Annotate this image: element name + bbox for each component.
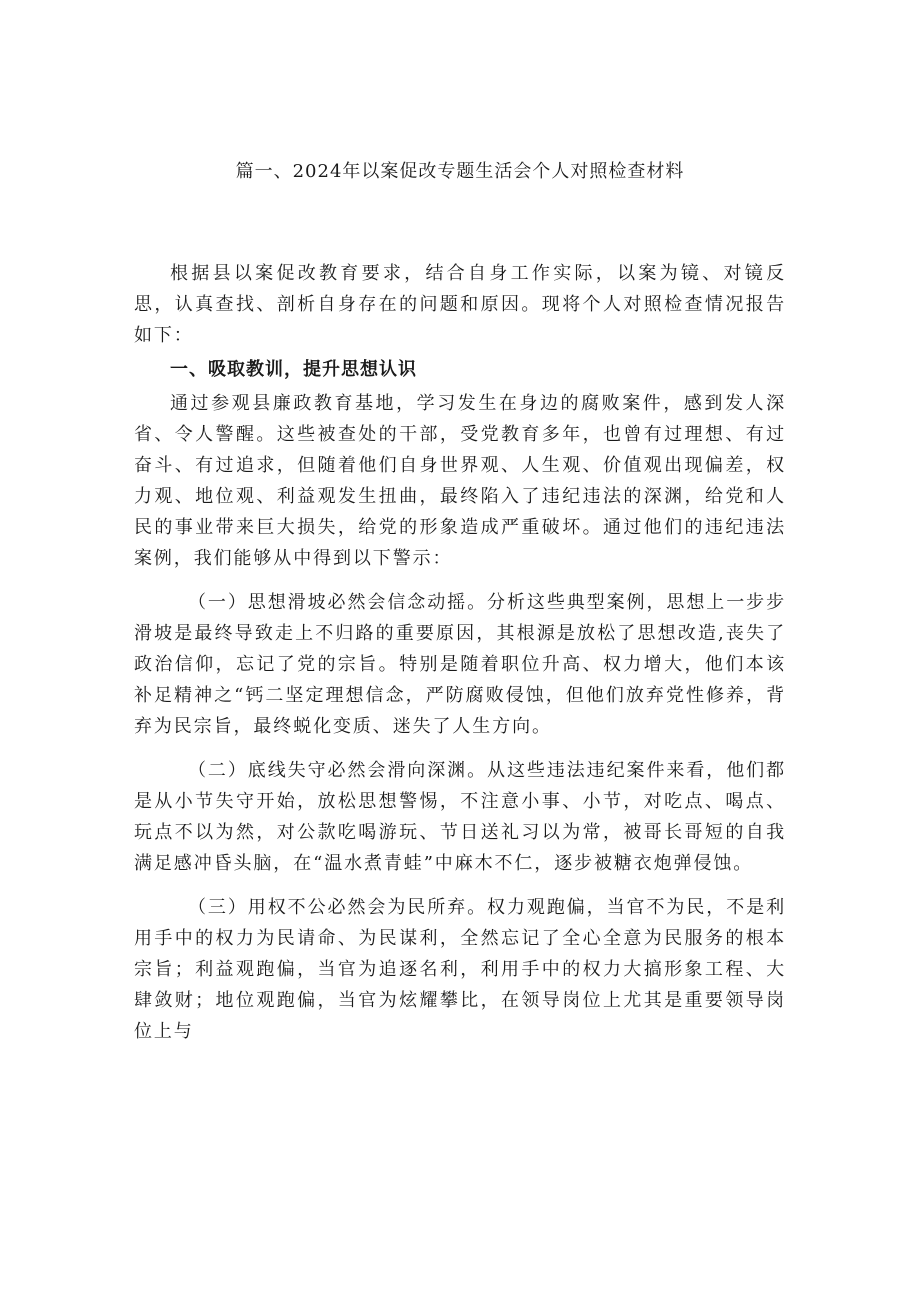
section-1-paragraph: 通过参观县廉政教育基地，学习发生在身边的腐败案件，感到发人深省、令人警醒。这些被查处的干部，受党教育多年，也曾有过理想、有过奋斗、有过追求，但随着他们自身世界观、人生观、价值观出现偏差，权力观、地位观、利益观发生扭曲，最终陷入了违纪违法的深渊，给党和人民的事业带来巨大损失，给党的形象造成严重破坏。通过他们的违纪违法案例，我们能够从中得到以下警示： xyxy=(134,393,786,569)
document-title: 篇一、2024年以案促改专题生活会个人对照检查材料 xyxy=(235,161,685,182)
section-heading-1: 一、吸取教训，提升思想认识 xyxy=(170,359,417,380)
list-item-1: （一）思想滑坡必然会信念动摇。分析这些典型案例，思想上一步步滑坡是最终导致走上不归路的重要原因，其根源是放松了思想改造,丧失了政治信仰，忘记了党的宗旨。特别是随着职位升高、权力增大，他们本该补足精神之“钙二坚定理想信念，严防腐败侵蚀，但他们放弃党性修养，背弃为民宗旨，最终蜕化变质、迷失了人生方向。 xyxy=(134,592,786,737)
intro-paragraph: 根据县以案促改教育要求，结合自身工作实际，以案为镜、对镜反思，认真查找、剖析自身存在的问题和原因。现将个人对照检查情况报告如下： xyxy=(134,263,786,346)
document-body xyxy=(134,258,786,1047)
list-item-2: （二）底线失守必然会滑向深渊。从这些违法违纪案件来看，他们都是从小节失守开始，放松思想警惕，不注意小事、小节，对吃点、喝点、玩点不以为然，对公款吃喝游玩、节日送礼习以为常，被哥长哥短的自我满足感冲昏头脑，在“温水煮青蛙”中麻木不仁，逐步被糖衣炮弹侵蚀。 xyxy=(134,760,786,874)
list-item-3: （三）用权不公必然会为民所弃。权力观跑偏，当官不为民，不是利用手中的权力为民请命、为民谋利，全然忘记了全心全意为民服务的根本宗旨；利益观跑偏，当官为追逐名利，利用手中的权力大搞形象工程、大肆敛财；地位观跑偏，当官为炫耀攀比，在领导岗位上尤其是重要领导岗位上与 xyxy=(134,897,786,1042)
